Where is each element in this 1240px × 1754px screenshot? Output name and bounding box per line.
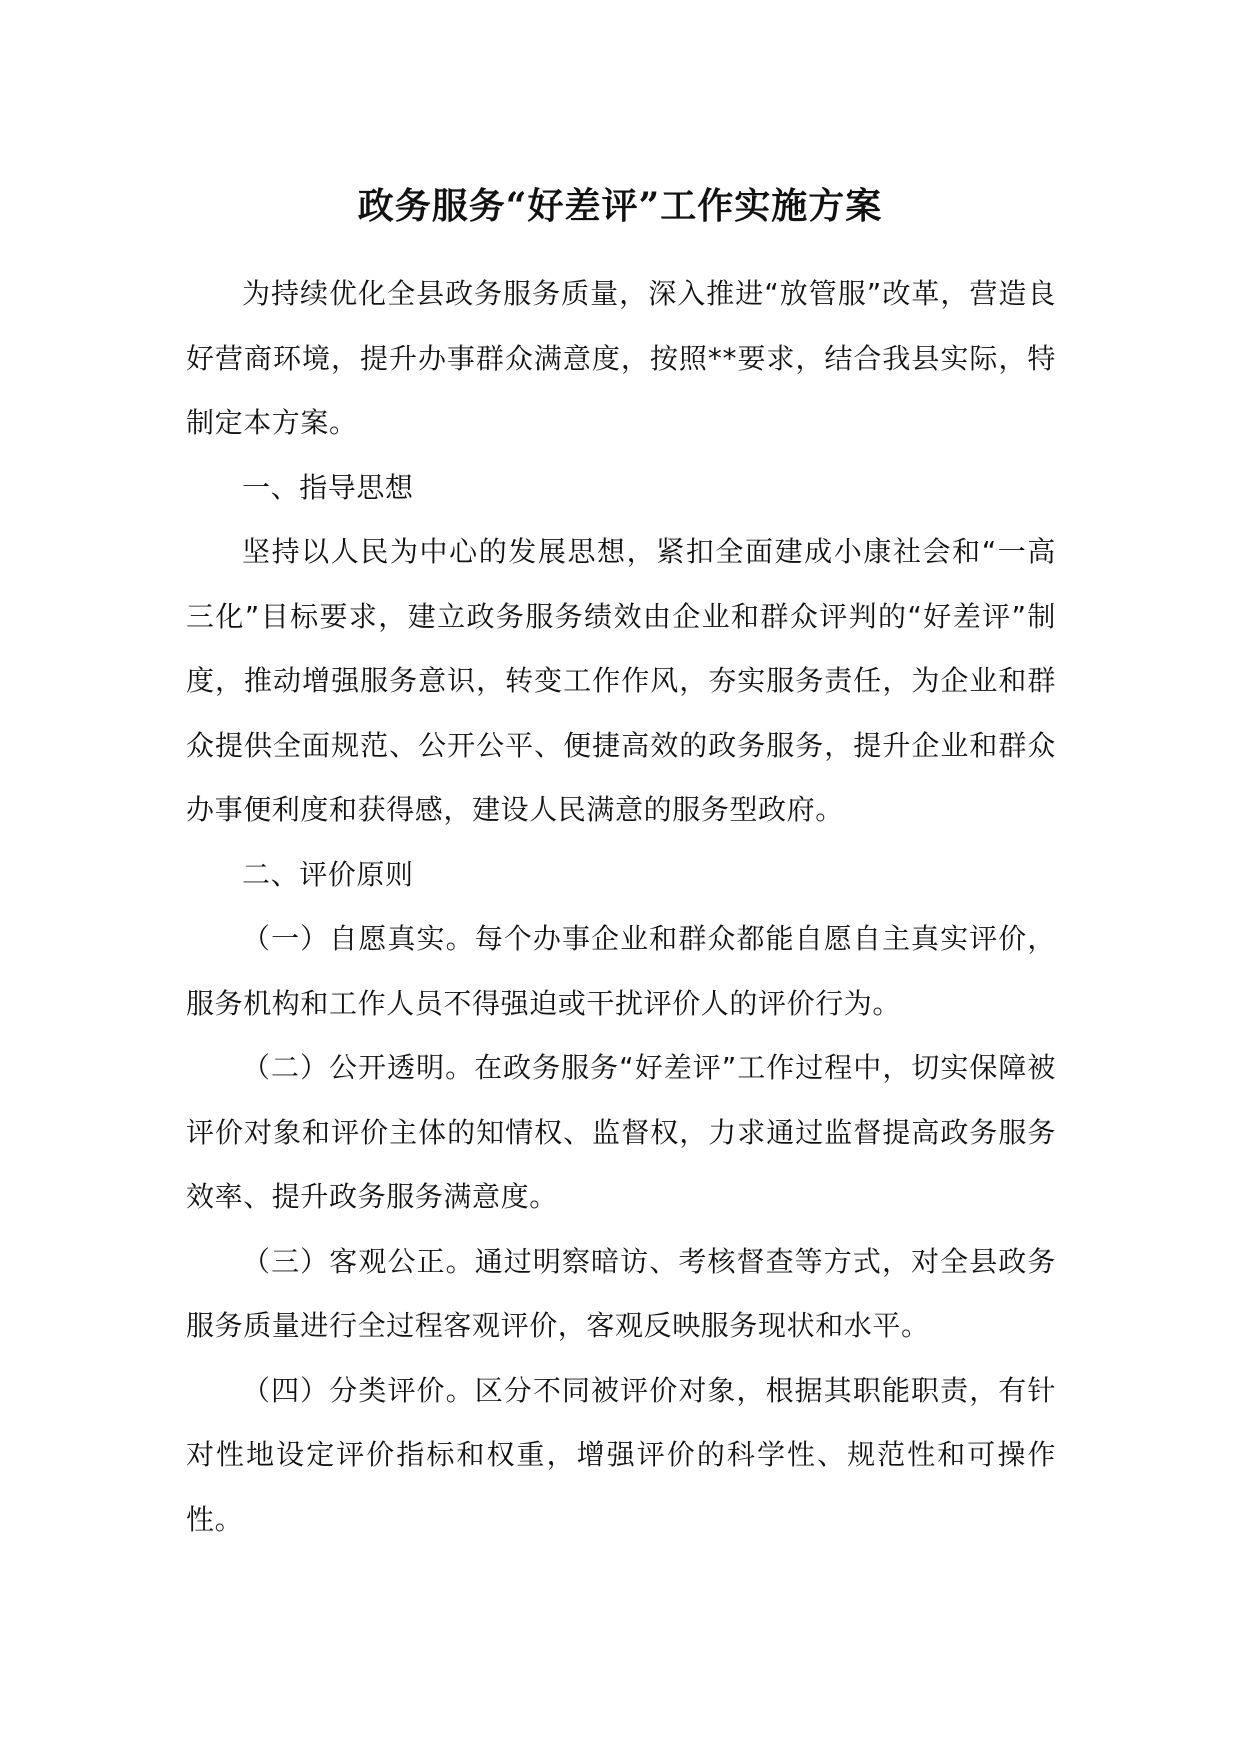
document-title: 政务服务“好差评”工作实施方案: [357, 185, 883, 227]
guiding-ideology-paragraph: 坚持以人民为中心的发展思想，紧扣全面建成小康社会和“一高三化”目标要求，建立政务服务绩效由企业和群众评判的“好差评”制度，推动增强服务意识，转变工作作风，夯实服务责任，为企业和群众提供全面规范、公开公平、便捷高效的政务服务，提升企业和群众办事便利度和获得感，建设人民满意的服务型政府。: [186, 535, 1056, 826]
document-body: [186, 262, 1056, 1552]
section-heading-guiding-ideology: 一、指导思想: [242, 470, 414, 504]
principle-3-paragraph: （三）客观公正。通过明察暗访、考核督查等方式，对全县政务服务质量进行全过程客观评价，客观反映服务现状和水平。: [186, 1244, 1056, 1342]
principle-4-paragraph: （四）分类评价。区分不同被评价对象，根据其职能职责，有针对性地设定评价指标和权重，增强评价的科学性、规范性和可操作性。: [186, 1373, 1056, 1536]
intro-paragraph: 为持续优化全县政务服务质量，深入推进“放管服”改革，营造良好营商环境，提升办事群众满意度，按照**要求，结合我县实际，特制定本方案。: [186, 277, 1056, 439]
section-heading-evaluation-principles: 二、评价原则: [242, 857, 414, 891]
principle-1-paragraph: （一）自愿真实。每个办事企业和群众都能自愿自主真实评价，服务机构和工作人员不得强迫或干扰评价人的评价行为。: [186, 922, 1056, 1020]
principle-2-paragraph: （二）公开透明。在政务服务“好差评”工作过程中，切实保障被评价对象和评价主体的知情权、监督权，力求通过监督提高政务服务效率、提升政务服务满意度。: [186, 1051, 1056, 1213]
